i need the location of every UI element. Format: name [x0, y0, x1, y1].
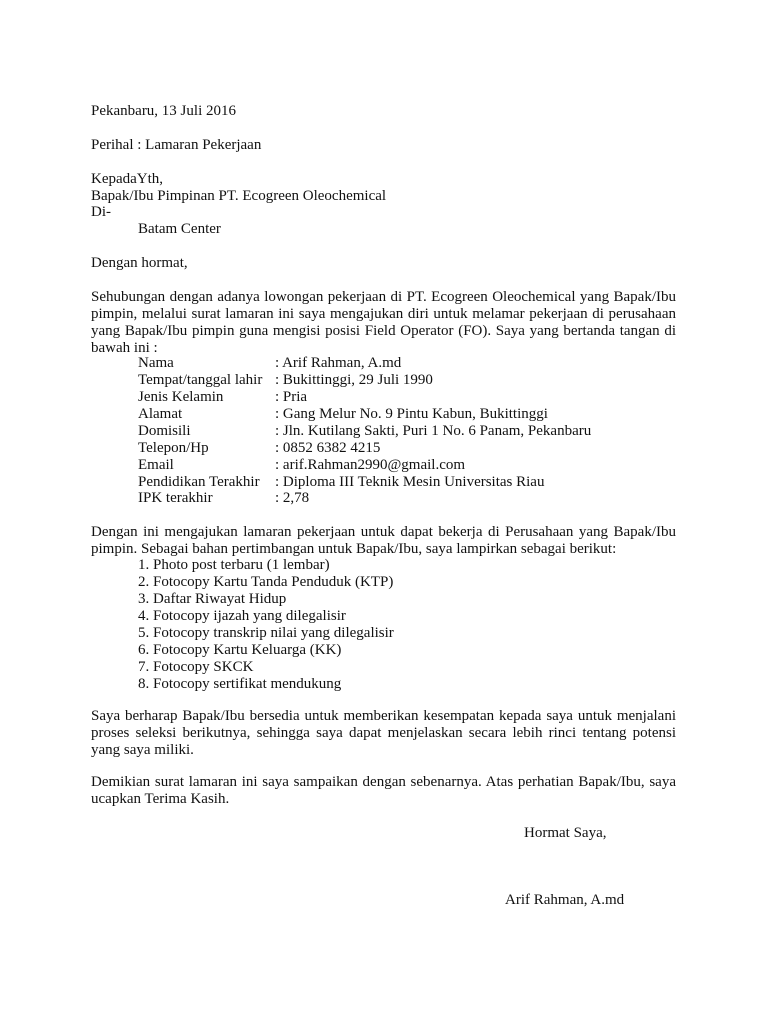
salutation: Dengan hormat,	[91, 255, 188, 271]
subject-line: Perihal : Lamaran Pekerjaan	[91, 137, 262, 153]
signature-name: Arif Rahman, A.md	[505, 892, 625, 908]
detail-label: Pendidikan Terakhir	[138, 474, 260, 490]
intro-paragraph: Sehubungan dengan adanya lowongan pekerjaan di PT. Ecogreen Oleochemical yang Bapak/Ibu pimpin, melalui surat lamaran ini saya mengajukan diri untuk melamar pekerjaan di perusahaan yang Bapak/Ibu pimpin guna mengisi posisi Field Operator (FO). Saya yang bertanda tangan di bawah ini :	[91, 289, 676, 356]
detail-value: : 2,78	[275, 490, 310, 506]
detail-label: Domisili	[138, 423, 191, 439]
list-item: 1. Photo post terbaru (1 lembar)	[138, 557, 330, 573]
detail-label: Nama	[138, 355, 174, 371]
detail-row	[138, 423, 591, 440]
closing-paragraph: Demikian surat lamaran ini saya sampaikan dengan sebenarnya. Atas perhatian Bapak/Ibu, saya ucapkan Terima Kasih.	[91, 774, 676, 807]
recipient-location: Batam Center	[138, 221, 221, 237]
list-item: 6. Fotocopy Kartu Keluarga (KK)	[138, 642, 342, 658]
detail-value: : Jln. Kutilang Sakti, Puri 1 No. 6 Panam, Pekanbaru	[275, 423, 592, 439]
detail-value: : arif.Rahman2990@gmail.com	[275, 457, 466, 473]
list-item: 8. Fotocopy sertifikat mendukung	[138, 676, 342, 692]
detail-value: : Arif Rahman, A.md	[275, 355, 402, 371]
list-item: 7. Fotocopy SKCK	[138, 659, 254, 675]
closing-salutation: Hormat Saya,	[524, 825, 607, 841]
detail-value: : Diploma III Teknik Mesin Universitas Riau	[275, 474, 545, 490]
place-date: Pekanbaru, 13 Juli 2016	[91, 103, 236, 119]
list-item: 2. Fotocopy Kartu Tanda Penduduk (KTP)	[138, 574, 394, 590]
detail-label: Tempat/tanggal lahir	[138, 372, 263, 388]
detail-value: : Gang Melur No. 9 Pintu Kabun, Bukittinggi	[275, 406, 548, 422]
detail-label: Jenis Kelamin	[138, 389, 224, 405]
list-item: 5. Fotocopy transkrip nilai yang dilegalisir	[138, 625, 394, 641]
hope-paragraph: Saya berharap Bapak/Ibu bersedia untuk memberikan kesempatan kepada saya untuk menjalani proses seleksi berikutnya, sehingga saya dapat menjelaskan secara lebih rinci tentang potensi yang saya miliki.	[91, 708, 676, 758]
di-line: Di-	[91, 204, 111, 220]
attachments-list	[138, 557, 394, 693]
recipient: Bapak/Ibu Pimpinan PT. Ecogreen Oleochemical	[91, 188, 387, 204]
detail-row	[138, 406, 548, 423]
detail-row	[138, 355, 401, 372]
detail-label: Email	[138, 457, 174, 473]
attachments-intro: Dengan ini mengajukan lamaran pekerjaan untuk dapat bekerja di Perusahaan yang Bapak/Ibu pimpin. Sebagai bahan pertimbangan untuk Bapak/Ibu, saya lampirkan sebagai berikut:	[91, 524, 676, 557]
detail-row	[138, 372, 433, 389]
detail-value: : Bukittinggi, 29 Juli 1990	[275, 372, 433, 388]
detail-value: : 0852 6382 4215	[275, 440, 381, 456]
detail-row	[138, 457, 465, 474]
detail-row	[138, 474, 544, 491]
list-item: 4. Fotocopy ijazah yang dilegalisir	[138, 608, 346, 624]
detail-label: Alamat	[138, 406, 183, 422]
detail-value: : Pria	[275, 389, 308, 405]
detail-label: IPK terakhir	[138, 490, 213, 506]
list-item: 3. Daftar Riwayat Hidup	[138, 591, 287, 607]
detail-row	[138, 389, 307, 406]
to-line: KepadaYth,	[91, 171, 164, 187]
detail-row	[138, 490, 309, 507]
detail-label: Telepon/Hp	[138, 440, 209, 456]
detail-row	[138, 440, 380, 457]
